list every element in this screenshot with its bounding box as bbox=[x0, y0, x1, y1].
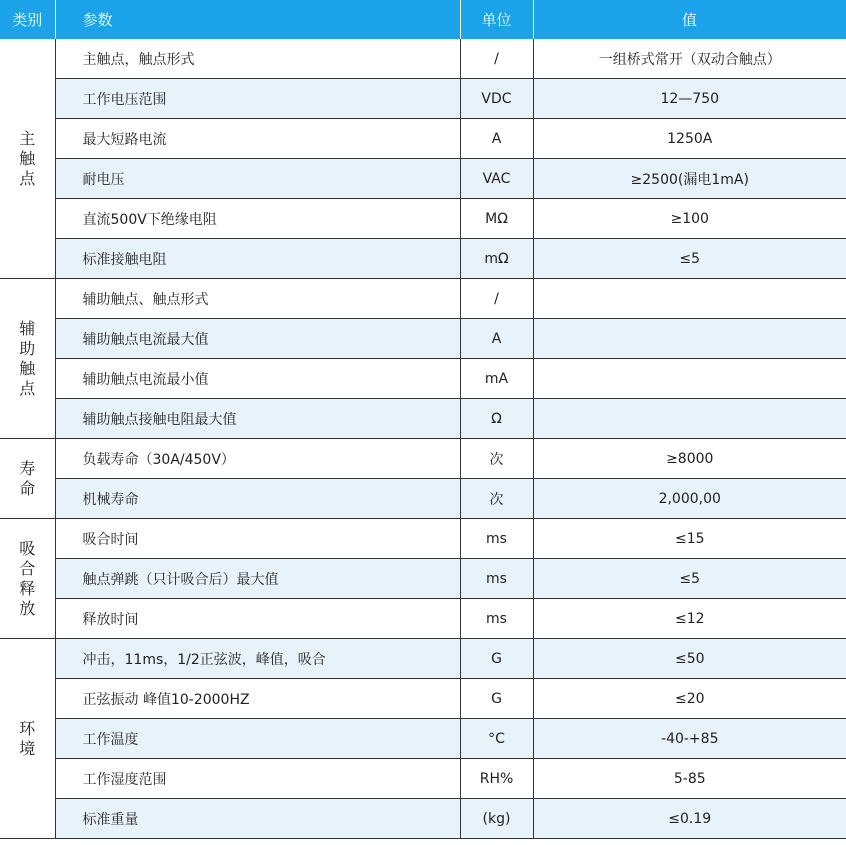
category-label: 寿命 bbox=[19, 458, 36, 498]
unit-cell: 次 bbox=[460, 439, 533, 479]
value-cell bbox=[533, 359, 846, 399]
category-label: 吸合释放 bbox=[19, 538, 36, 618]
table-row bbox=[0, 719, 846, 759]
value-cell bbox=[533, 399, 846, 439]
unit-cell: ms bbox=[460, 519, 533, 559]
unit-cell: G bbox=[460, 639, 533, 679]
param-cell: 触点弹跳（只计吸合后）最大值 bbox=[55, 559, 460, 599]
param-cell: 辅助触点电流最大值 bbox=[55, 319, 460, 359]
param-cell: 最大短路电流 bbox=[55, 119, 460, 159]
param-cell: 机械寿命 bbox=[55, 479, 460, 519]
table-row bbox=[0, 39, 846, 79]
category-cell bbox=[0, 279, 55, 439]
category-label: 辅助触点 bbox=[19, 318, 36, 398]
value-cell bbox=[533, 279, 846, 319]
unit-cell: mΩ bbox=[460, 239, 533, 279]
unit-cell: / bbox=[460, 39, 533, 79]
header-value: 值 bbox=[533, 0, 846, 39]
table-row bbox=[0, 159, 846, 199]
table-row bbox=[0, 119, 846, 159]
table-row bbox=[0, 239, 846, 279]
header-unit: 单位 bbox=[460, 0, 533, 39]
param-cell: 标准重量 bbox=[55, 799, 460, 839]
unit-cell: Ω bbox=[460, 399, 533, 439]
unit-cell: °C bbox=[460, 719, 533, 759]
value-cell: ≤15 bbox=[533, 519, 846, 559]
unit-cell: VAC bbox=[460, 159, 533, 199]
value-cell: ≤5 bbox=[533, 239, 846, 279]
param-cell: 辅助触点接触电阻最大值 bbox=[55, 399, 460, 439]
param-cell: 释放时间 bbox=[55, 599, 460, 639]
table-row bbox=[0, 439, 846, 479]
table-body bbox=[0, 39, 846, 839]
table-row bbox=[0, 399, 846, 439]
value-cell: ≥2500(漏电1mA) bbox=[533, 159, 846, 199]
param-cell: 负载寿命（30A/450V） bbox=[55, 439, 460, 479]
param-cell: 耐电压 bbox=[55, 159, 460, 199]
param-cell: 工作湿度范围 bbox=[55, 759, 460, 799]
value-cell: ≤5 bbox=[533, 559, 846, 599]
value-cell bbox=[533, 319, 846, 359]
category-cell bbox=[0, 519, 55, 639]
value-cell: ≥8000 bbox=[533, 439, 846, 479]
table-row bbox=[0, 759, 846, 799]
table-row bbox=[0, 799, 846, 839]
value-cell: 2,000,00 bbox=[533, 479, 846, 519]
unit-cell: 次 bbox=[460, 479, 533, 519]
table-row bbox=[0, 199, 846, 239]
header-row bbox=[0, 0, 846, 39]
value-cell: ≤20 bbox=[533, 679, 846, 719]
param-cell: 标准接触电阻 bbox=[55, 239, 460, 279]
value-cell: ≤50 bbox=[533, 639, 846, 679]
unit-cell: ms bbox=[460, 559, 533, 599]
value-cell: ≤0.19 bbox=[533, 799, 846, 839]
table-header bbox=[0, 0, 846, 39]
table-row bbox=[0, 519, 846, 559]
table-row bbox=[0, 559, 846, 599]
header-category: 类别 bbox=[0, 0, 55, 39]
unit-cell: RH% bbox=[460, 759, 533, 799]
unit-cell: (kg) bbox=[460, 799, 533, 839]
category-label: 环境 bbox=[19, 718, 36, 758]
category-cell bbox=[0, 639, 55, 839]
value-cell: -40-+85 bbox=[533, 719, 846, 759]
param-cell: 工作温度 bbox=[55, 719, 460, 759]
unit-cell: MΩ bbox=[460, 199, 533, 239]
param-cell: 直流500V下绝缘电阻 bbox=[55, 199, 460, 239]
value-cell: 5-85 bbox=[533, 759, 846, 799]
table-row bbox=[0, 599, 846, 639]
unit-cell: G bbox=[460, 679, 533, 719]
table-row bbox=[0, 359, 846, 399]
category-cell bbox=[0, 39, 55, 279]
table-row bbox=[0, 479, 846, 519]
table-row bbox=[0, 319, 846, 359]
param-cell: 主触点，触点形式 bbox=[55, 39, 460, 79]
value-cell: ≥100 bbox=[533, 199, 846, 239]
table-row bbox=[0, 279, 846, 319]
value-cell: 1250A bbox=[533, 119, 846, 159]
param-cell: 辅助触点电流最小值 bbox=[55, 359, 460, 399]
header-parameter: 参数 bbox=[55, 0, 460, 39]
table-row bbox=[0, 679, 846, 719]
unit-cell: VDC bbox=[460, 79, 533, 119]
unit-cell: / bbox=[460, 279, 533, 319]
param-cell: 工作电压范围 bbox=[55, 79, 460, 119]
param-cell: 冲击，11ms，1/2正弦波，峰值，吸合 bbox=[55, 639, 460, 679]
unit-cell: ms bbox=[460, 599, 533, 639]
value-cell: 12—750 bbox=[533, 79, 846, 119]
unit-cell: A bbox=[460, 319, 533, 359]
param-cell: 辅助触点、触点形式 bbox=[55, 279, 460, 319]
param-cell: 吸合时间 bbox=[55, 519, 460, 559]
unit-cell: A bbox=[460, 119, 533, 159]
value-cell: 一组桥式常开（双动合触点） bbox=[533, 39, 846, 79]
table-row bbox=[0, 79, 846, 119]
param-cell: 正弦振动 峰值10-2000HZ bbox=[55, 679, 460, 719]
unit-cell: mA bbox=[460, 359, 533, 399]
value-cell: ≤12 bbox=[533, 599, 846, 639]
table-row bbox=[0, 639, 846, 679]
category-label: 主触点 bbox=[19, 128, 36, 188]
category-cell bbox=[0, 439, 55, 519]
